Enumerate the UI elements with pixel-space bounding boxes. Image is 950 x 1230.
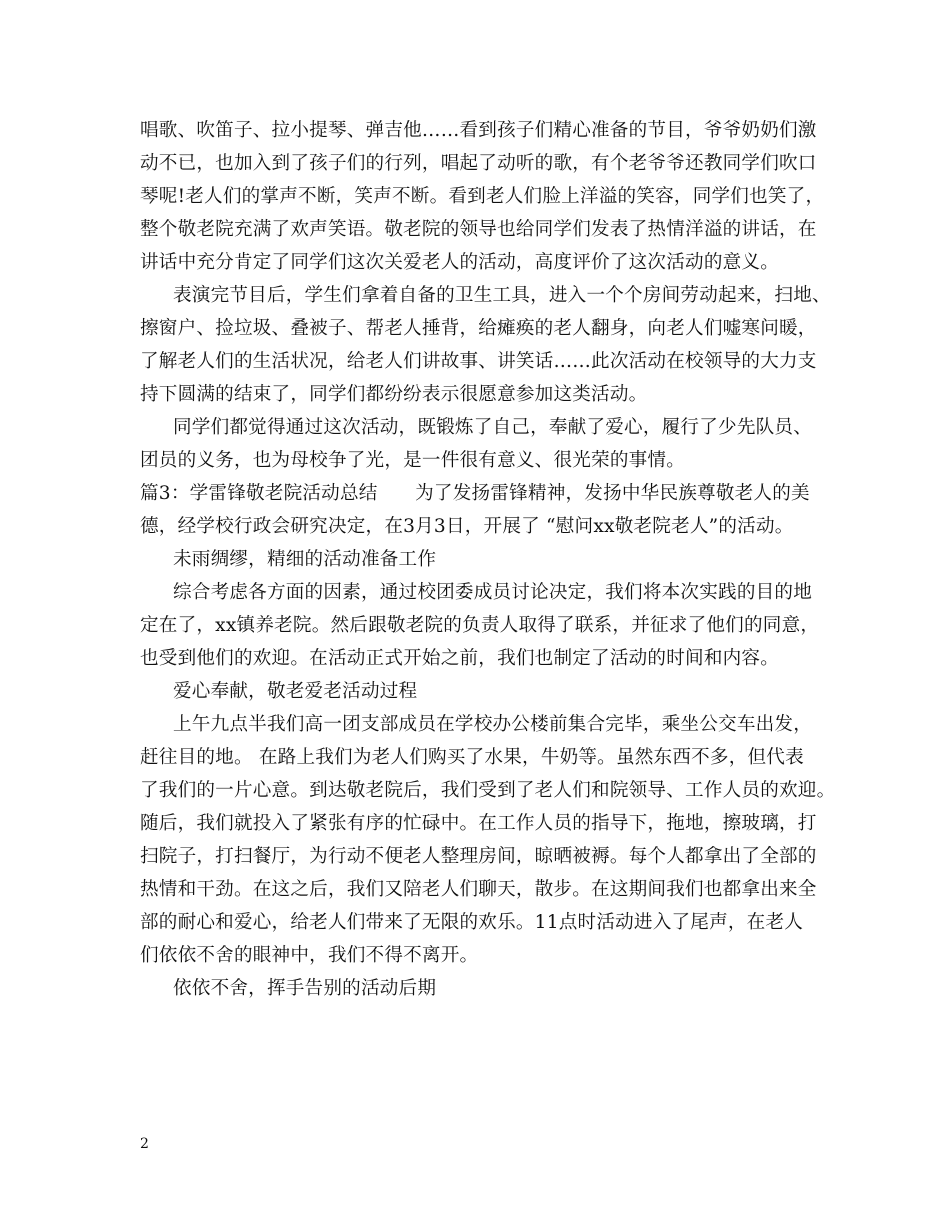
- text-line: 篇3：学雷锋敬老院活动总结 为了发扬雷锋精神，发扬中华民族尊敬老人的美: [140, 483, 810, 504]
- text-line: 了解老人们的生活状况，给老人们讲故事、讲笑话……此次活动在校领导的大力支: [140, 351, 817, 372]
- text-line: 持下圆满的结束了，同学们都纷纷表示很愿意参加这类活动。: [140, 384, 648, 405]
- text-line: 德，经学校行政会研究决定，在3月3日，开展了 “慰问xx敬老院老人”的活动。: [140, 516, 794, 537]
- text-line: 们依依不舍的眼神中，我们不得不离开。: [140, 945, 479, 966]
- text-line: 唱歌、吹笛子、拉小提琴、弹吉他……看到孩子们精心准备的节目，爷爷奶奶们激: [140, 120, 817, 141]
- text-line: 未雨绸缪，精细的活动准备工作: [173, 549, 437, 570]
- text-line: 讲话中充分肯定了同学们这次关爱老人的活动，高度评价了这次活动的意义。: [140, 252, 779, 273]
- text-line: 综合考虑各方面的因素，通过校团委成员讨论决定，我们将本次实践的目的地: [173, 582, 812, 603]
- page-number: 2: [140, 1136, 149, 1152]
- text-line: 随后，我们就投入了紧张有序的忙碌中。在工作人员的指导下，拖地，擦玻璃，打: [140, 813, 817, 834]
- text-line: 赶往目的地。 在路上我们为老人们购买了水果，牛奶等。虽然东西不多，但代表: [140, 747, 804, 768]
- text-line: 定在了，xx镇养老院。然后跟敬老院的负责人取得了联系，并征求了他们的同意，: [140, 615, 820, 636]
- text-line: 依依不舍，挥手告别的活动后期: [173, 978, 437, 999]
- text-line: 表演完节目后，学生们拿着自备的卫生工具，进入一个个房间劳动起来，扫地、: [173, 285, 831, 306]
- text-line: 擦窗户、捡垃圾、叠被子、帮老人捶背，给瘫痪的老人翻身，向老人们嘘寒问暖，: [140, 318, 817, 339]
- text-line: 琴呢!老人们的掌声不断，笑声不断。看到老人们脸上洋溢的笑容，同学们也笑了，: [140, 186, 825, 207]
- text-line: 爱心奉献，敬老爱老活动过程: [173, 681, 418, 702]
- text-line: 同学们都觉得通过这次活动，既锻炼了自己，奉献了爱心，履行了少先队员、: [173, 417, 812, 438]
- text-line: 上午九点半我们高一团支部成员在学校办公楼前集合完毕，乘坐公交车出发，: [173, 714, 812, 735]
- text-line: 团员的义务，也为母校争了光，是一件很有意义、很光荣的事情。: [140, 450, 686, 471]
- text-line: 整个敬老院充满了欢声笑语。敬老院的领导也给同学们发表了热情洋溢的讲话，在: [140, 219, 817, 240]
- document-body: [140, 114, 836, 1005]
- text-line: 部的耐心和爱心，给老人们带来了无限的欢乐。11点时活动进入了尾声，在老人: [140, 912, 804, 933]
- text-line: 扫院子，打扫餐厅，为行动不便老人整理房间，晾晒被褥。每个人都拿出了全部的: [140, 846, 817, 867]
- text-line: 热情和干劲。在这之后，我们又陪老人们聊天，散步。在这期间我们也都拿出来全: [140, 879, 817, 900]
- text-line: 动不已，也加入到了孩子们的行列，唱起了动听的歌，有个老爷爷还教同学们吹口: [140, 153, 817, 174]
- text-line: 也受到他们的欢迎。在活动正式开始之前，我们也制定了活动的时间和内容。: [140, 648, 779, 669]
- text-line: 了我们的一片心意。到达敬老院后，我们受到了老人们和院领导、工作人员的欢迎。: [140, 780, 836, 801]
